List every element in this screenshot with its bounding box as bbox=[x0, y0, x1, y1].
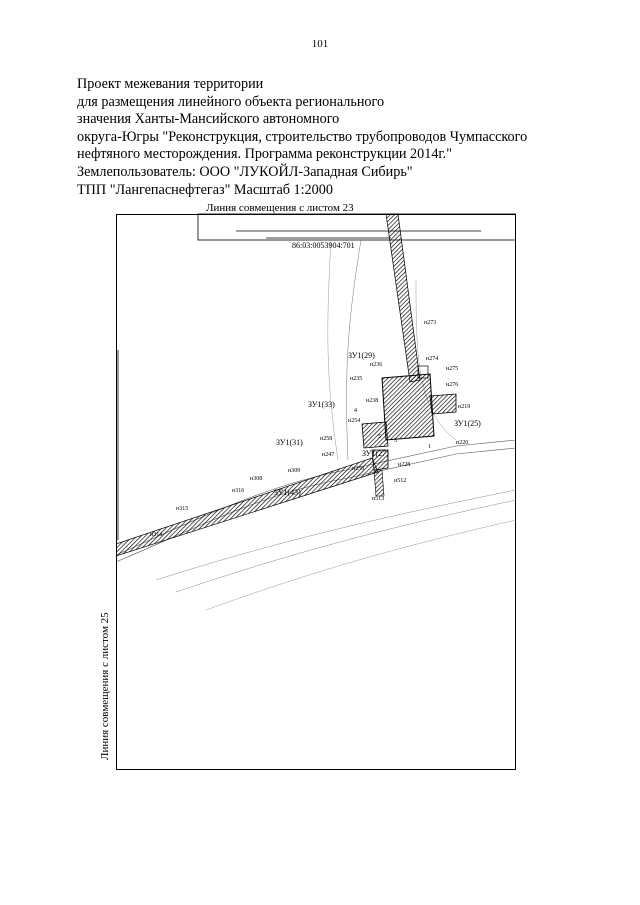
point-number: 4 bbox=[354, 408, 357, 414]
point-number: 5 bbox=[378, 434, 381, 440]
point-label: н220 bbox=[456, 440, 469, 446]
document-header bbox=[77, 76, 617, 199]
point-label: н315 bbox=[176, 506, 189, 512]
parcel-center bbox=[382, 374, 434, 440]
point-label: н250 bbox=[352, 466, 365, 472]
point-label: н316 bbox=[232, 488, 245, 494]
parcel-west bbox=[362, 422, 388, 448]
point-label: н238 bbox=[366, 398, 379, 404]
point-label: н274 bbox=[426, 356, 439, 362]
point-label: н247 bbox=[322, 452, 335, 458]
point-label: н276 bbox=[446, 382, 459, 388]
top-frame-box bbox=[198, 214, 516, 240]
parcel-label: ЗУ1(25) bbox=[454, 419, 481, 428]
point-label: н235 bbox=[350, 376, 363, 382]
point-number: 1 bbox=[428, 444, 431, 450]
point-number: 3 bbox=[394, 438, 397, 444]
corridor-link bbox=[374, 470, 384, 496]
point-label: н228 bbox=[398, 462, 411, 468]
road-line bbox=[206, 520, 516, 610]
road-line bbox=[116, 448, 516, 562]
parcel-label: ЗУ1(29) bbox=[348, 351, 375, 360]
parcel-label: ЗУ1(27) bbox=[362, 449, 389, 458]
point-label: н512 bbox=[394, 478, 407, 484]
parcel-label: ЗУ1(31) bbox=[276, 438, 303, 447]
header-line: Землепользователь: ООО "ЛУКОЙЛ-Западная Сибирь" bbox=[77, 163, 413, 180]
point-label: н309 bbox=[288, 468, 301, 474]
header-line: для размещения линейного объекта регионального bbox=[77, 93, 385, 110]
header-line: значения Ханты-Мансийского автономного bbox=[77, 111, 340, 128]
road-line bbox=[328, 240, 338, 460]
point-label: н219 bbox=[458, 404, 471, 410]
point-label: н236 bbox=[370, 362, 383, 368]
point-label: н254 bbox=[348, 418, 361, 424]
parcel-label: ЗУ1(33) bbox=[308, 400, 335, 409]
cadastral-number-label: 86:03:0053904:701 bbox=[292, 241, 355, 250]
point-label: н308 bbox=[250, 476, 263, 482]
point-label: н314 bbox=[150, 532, 163, 538]
point-label: н273 bbox=[424, 320, 437, 326]
parcel-label: ЗУ1(43) bbox=[274, 488, 301, 497]
parcel-east bbox=[430, 394, 456, 414]
header-line: округа-Югры "Реконструкция, строительство трубопроводов Чумпасского bbox=[77, 128, 528, 145]
point-label: н513 bbox=[372, 496, 385, 502]
header-line: ТПП "Лангепаснефтегаз" Масштаб 1:2000 bbox=[77, 181, 333, 198]
cadastral-map bbox=[116, 200, 516, 770]
point-label: н275 bbox=[446, 366, 459, 372]
road-line bbox=[116, 440, 516, 555]
road-line bbox=[347, 240, 361, 460]
page-number: 101 bbox=[311, 38, 329, 50]
left-match-line-label: Линия совмещения с листом 25 bbox=[99, 612, 111, 760]
header-line: Проект межевания территории bbox=[77, 76, 264, 92]
point-label: н258 bbox=[320, 436, 333, 442]
top-match-line-label: Линия совмещения с листом 23 bbox=[206, 202, 354, 214]
corridor-west bbox=[116, 458, 378, 556]
header-line: нефтяного месторождения. Программа реконструкции 2014г." bbox=[77, 146, 452, 163]
corridor-north bbox=[386, 214, 420, 382]
